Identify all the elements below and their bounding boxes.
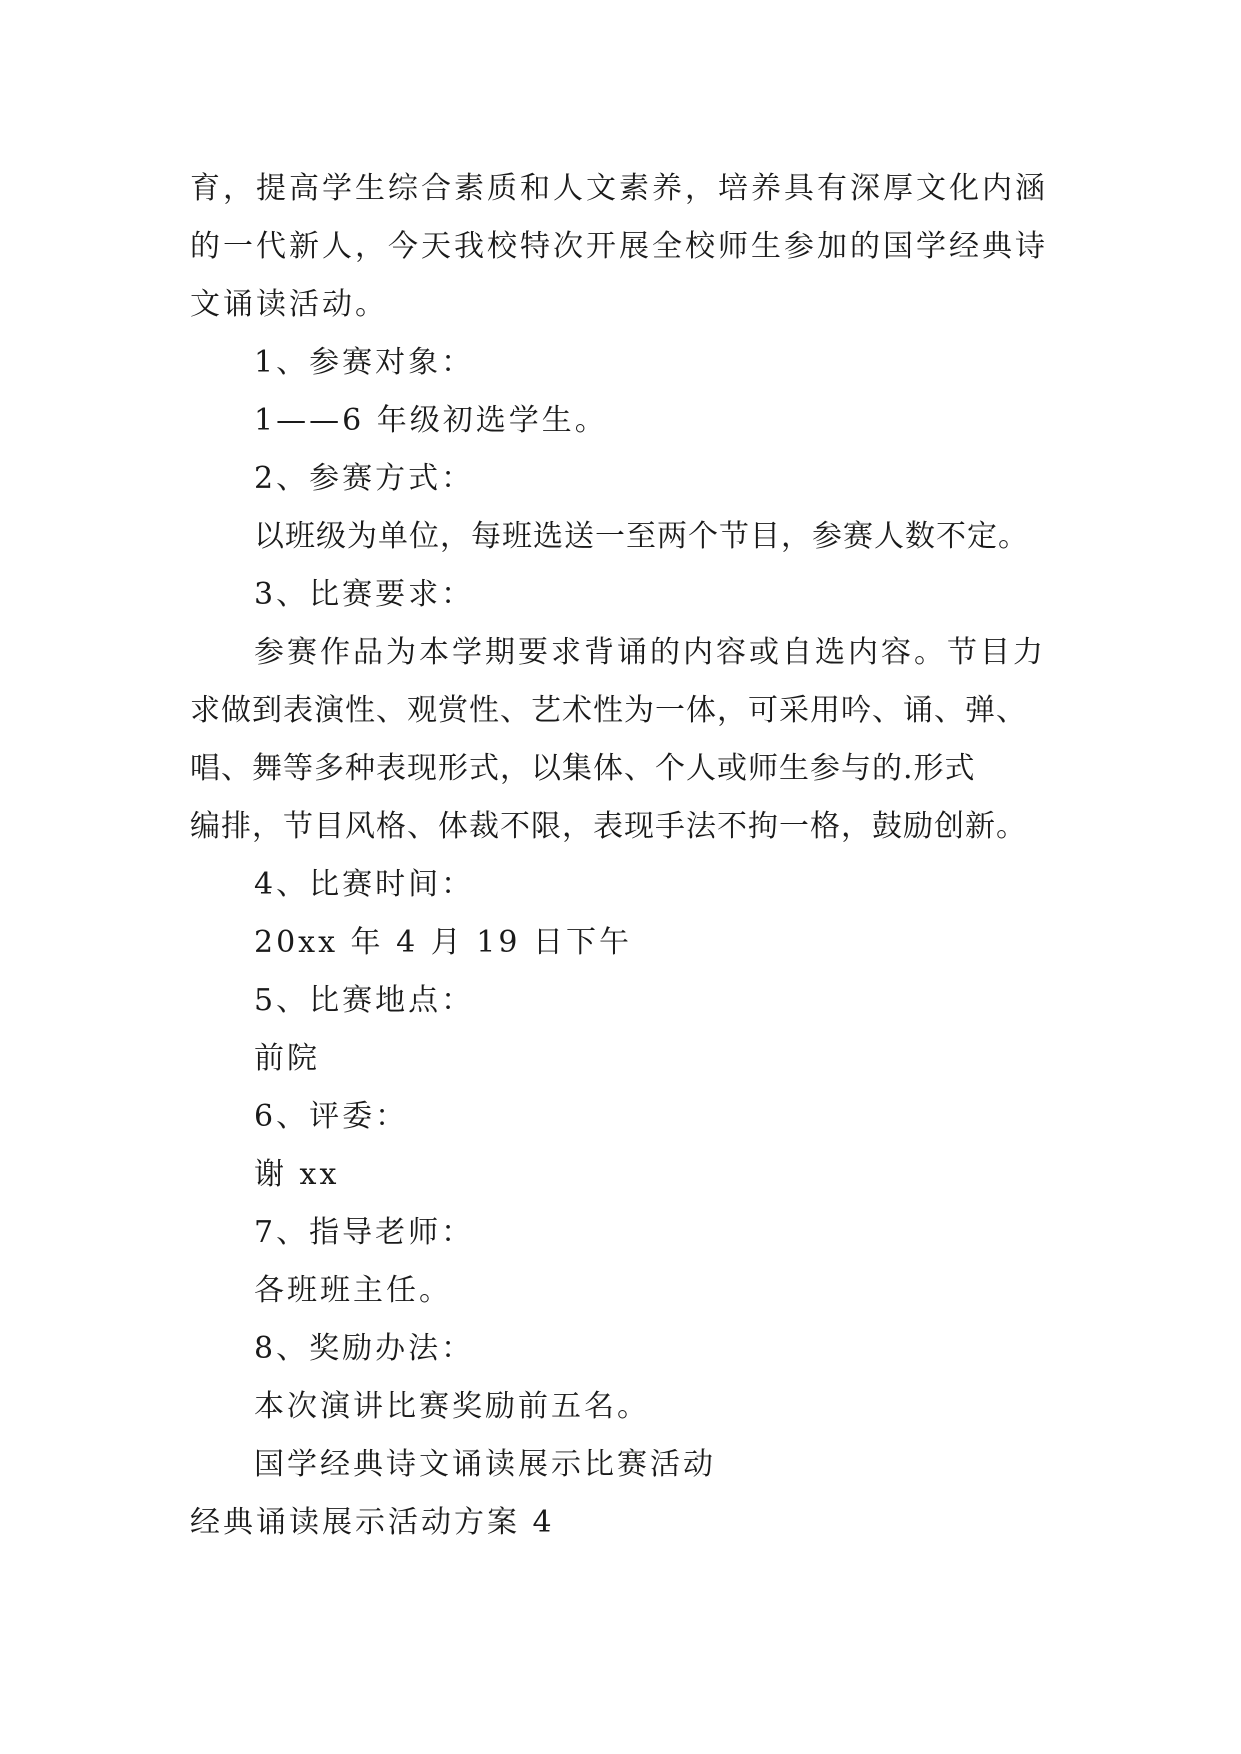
paragraph-line: 本次演讲比赛奖励前五名。	[254, 1389, 650, 1424]
paragraph-line: 文诵读活动。	[190, 287, 388, 322]
paragraph-line: 求做到表演性、观赏性、艺术性为一体，可采用吟、诵、弹、	[190, 693, 1027, 728]
section-heading-advisors: 7、指导老师：	[254, 1215, 475, 1250]
section-heading-rewards: 8、奖励办法：	[254, 1331, 475, 1366]
paragraph-line: 前院	[254, 1041, 320, 1076]
paragraph-line: 谢 xx	[254, 1157, 340, 1192]
section-heading-judges: 6、评委：	[254, 1099, 409, 1134]
paragraph-line: 20xx 年 4 月 19 日下午	[254, 925, 632, 960]
paragraph-line: 参赛作品为本学期要求背诵的内容或自选内容。节目力	[254, 635, 1046, 670]
section-heading-time: 4、比赛时间：	[254, 867, 475, 902]
paragraph-line: 各班班主任。	[254, 1273, 452, 1308]
section-title: 经典诵读展示活动方案 4	[190, 1505, 555, 1540]
paragraph-line: 1——6 年级初选学生。	[254, 403, 608, 438]
section-heading-requirements: 3、比赛要求：	[254, 577, 475, 612]
document-body	[190, 160, 1056, 1552]
paragraph-line: 编排，节目风格、体裁不限，表现手法不拘一格，鼓励创新。	[190, 809, 1027, 844]
section-heading-location: 5、比赛地点：	[254, 983, 475, 1018]
paragraph-line: 育，提高学生综合素质和人文素养，培养具有深厚文化内涵	[190, 171, 1048, 206]
paragraph-line: 的一代新人，今天我校特次开展全校师生参加的国学经典诗	[190, 229, 1048, 264]
section-heading-participants: 1、参赛对象：	[254, 345, 475, 380]
paragraph-line: 唱、舞等多种表现形式，以集体、个人或师生参与的.形式	[190, 751, 976, 786]
paragraph-line: 以班级为单位，每班选送一至两个节目，参赛人数不定。	[254, 519, 1029, 554]
section-heading-method: 2、参赛方式：	[254, 461, 475, 496]
paragraph-line: 国学经典诗文诵读展示比赛活动	[254, 1447, 716, 1482]
